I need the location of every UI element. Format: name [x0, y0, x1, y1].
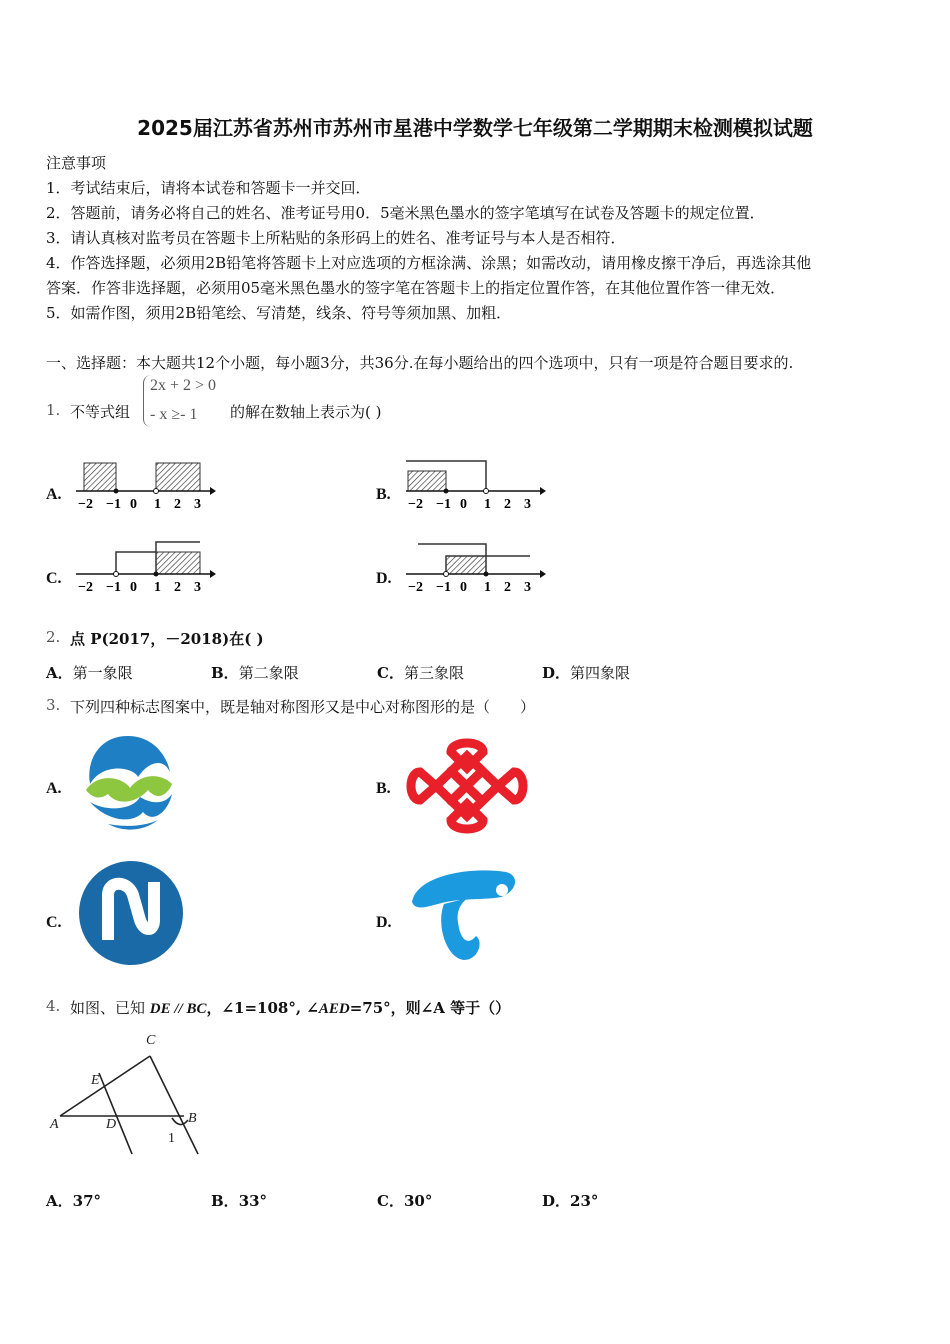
number-line-b[interactable] [400, 455, 550, 515]
tick-label: 0 [460, 580, 467, 595]
q1-ineq1: 2x + 2 > 0 [150, 377, 217, 394]
number-line-c[interactable] [70, 538, 220, 598]
q1-option-d-label: D. [376, 570, 392, 587]
tick-label: −1 [106, 497, 121, 512]
china-telecom-logo-icon[interactable] [406, 862, 521, 964]
q3-option-d-label: D. [376, 914, 392, 931]
q4-option-d[interactable] [542, 1190, 598, 1211]
option-text: 第一象限 [72, 664, 133, 682]
option-text: 33° [238, 1192, 268, 1210]
china-mobile-logo-icon[interactable] [78, 732, 178, 832]
q4-text [70, 997, 510, 1018]
point-label-c: C [146, 1033, 156, 1048]
notes-heading: 注意事项 [46, 154, 107, 172]
q3-option-a-label: A. [46, 780, 62, 797]
tick-label: 2 [174, 497, 181, 512]
tick-label: −1 [106, 580, 121, 595]
q4-text-part: 如图、已知 [70, 999, 150, 1017]
tick-label: −1 [436, 497, 451, 512]
q4-option-c[interactable] [377, 1190, 432, 1211]
tick-label: 2 [504, 580, 511, 595]
number-line-d[interactable] [400, 538, 550, 598]
q1-option-c-label: C. [46, 570, 62, 587]
q2-option-d[interactable] [542, 662, 630, 683]
note-item: 3．请认真核对监考员在答题卡上所粘贴的条形码上的姓名、准考证号与本人是否相符． [46, 229, 626, 247]
option-label: A． [46, 1192, 73, 1210]
note-item: 4．作答选择题，必须用2B铅笔将答题卡上对应选项的方框涂满、涂黑；如需改动，请用橡皮擦干净后，再选涂其他 [46, 254, 812, 272]
option-label: C． [377, 664, 404, 682]
q1-ineq2: - x ≥- 1 [150, 406, 198, 423]
option-text: 23° [570, 1192, 599, 1210]
tick-label: −2 [408, 497, 423, 512]
q4-text-part: =75°，则∠A 等于（） [349, 999, 511, 1017]
q1-option-b-label: B. [376, 486, 391, 503]
q1-number: 1. [46, 401, 61, 419]
tick-label: 2 [174, 580, 181, 595]
option-text: 第三象限 [403, 664, 464, 682]
note-item: 5．如需作图，须用2B铅笔绘、写清楚，线条、符号等须加黑、加粗． [46, 304, 512, 322]
page-title: 2025届江苏省苏州市苏州市星港中学数学七年级第二学期期末检测模拟试题 [137, 116, 813, 140]
q3-option-c-label: C. [46, 914, 62, 931]
number-line-a-shading [84, 463, 200, 491]
point-label-d: D [106, 1117, 117, 1132]
point-label-a: A [50, 1117, 59, 1132]
q4-text-part: ，∠1=108°, ∠ [206, 999, 319, 1017]
tick-label: 2 [504, 497, 511, 512]
tick-label: 1 [154, 497, 161, 512]
q4-math: AED [318, 1001, 350, 1017]
tick-label: −2 [78, 497, 93, 512]
option-label: A． [46, 664, 73, 682]
q2-option-a[interactable] [46, 662, 133, 683]
option-text: 第二象限 [238, 664, 299, 682]
q4-option-b[interactable] [211, 1190, 267, 1211]
q3-text: 下列四种标志图案中，既是轴对称图形又是中心对称图形的是（ ） [70, 698, 536, 716]
tick-label: −1 [436, 580, 451, 595]
tick-label: 3 [524, 580, 531, 595]
tick-label: 3 [194, 580, 201, 595]
angle-label-1: 1 [168, 1131, 175, 1146]
geometry-figure [44, 1028, 204, 1158]
china-unicom-logo-icon[interactable] [406, 738, 528, 834]
note-item: 答案．作答非选择题，必须用05毫米黑色墨水的签字笔在答题卡上的指定位置作答，在其他位置作答一律无效． [46, 279, 786, 297]
tick-label: 1 [154, 580, 161, 595]
option-text: 37° [72, 1192, 102, 1210]
option-text: 第四象限 [570, 664, 631, 682]
tick-label: 0 [130, 580, 137, 595]
tick-label: 3 [524, 497, 531, 512]
q1-text-after: 的解在数轴上表示为( ) [230, 403, 382, 421]
q1-option-a-label: A. [46, 486, 62, 503]
tick-label: −2 [408, 580, 423, 595]
cnc-netcom-logo-icon[interactable] [78, 860, 184, 966]
q4-math: DE // BC [149, 1001, 207, 1017]
q3-option-b-label: B. [376, 780, 391, 797]
tick-label: 0 [130, 497, 137, 512]
q2-option-b[interactable] [211, 662, 299, 683]
note-item: 1．考试结束后，请将本试卷和答题卡一并交回． [46, 179, 371, 197]
tick-label: 0 [460, 497, 467, 512]
option-label: B． [211, 1192, 239, 1210]
note-item: 2．答题前，请务必将自己的姓名、准考证号用0．5毫米黑色墨水的签字笔填写在试卷及答题卡的规定位置． [46, 204, 765, 222]
option-label: D． [542, 1192, 571, 1210]
number-line-a[interactable] [70, 455, 220, 515]
tick-label: −2 [78, 580, 93, 595]
q3-number: 3. [46, 696, 61, 714]
point-label-e: E [91, 1073, 100, 1088]
section-heading: 一、选择题：本大题共12个小题，每小题3分，共36分.在每小题给出的四个选项中，只有一项是符合题目要求的. [46, 354, 794, 372]
q2-text: 点 P(2017，－2018)在( ) [70, 630, 264, 648]
option-label: D． [542, 664, 571, 682]
q4-option-a[interactable] [46, 1190, 101, 1211]
q2-option-c[interactable] [377, 662, 464, 683]
q4-number: 4. [46, 997, 61, 1015]
point-label-b: B [188, 1111, 197, 1126]
q1-text-before: 不等式组 [70, 403, 131, 421]
option-label: C． [377, 1192, 404, 1210]
q2-number: 2. [46, 628, 61, 646]
tick-label: 3 [194, 497, 201, 512]
option-text: 30° [403, 1192, 433, 1210]
tick-label: 1 [484, 580, 491, 595]
option-label: B． [211, 664, 239, 682]
tick-label: 1 [484, 497, 491, 512]
